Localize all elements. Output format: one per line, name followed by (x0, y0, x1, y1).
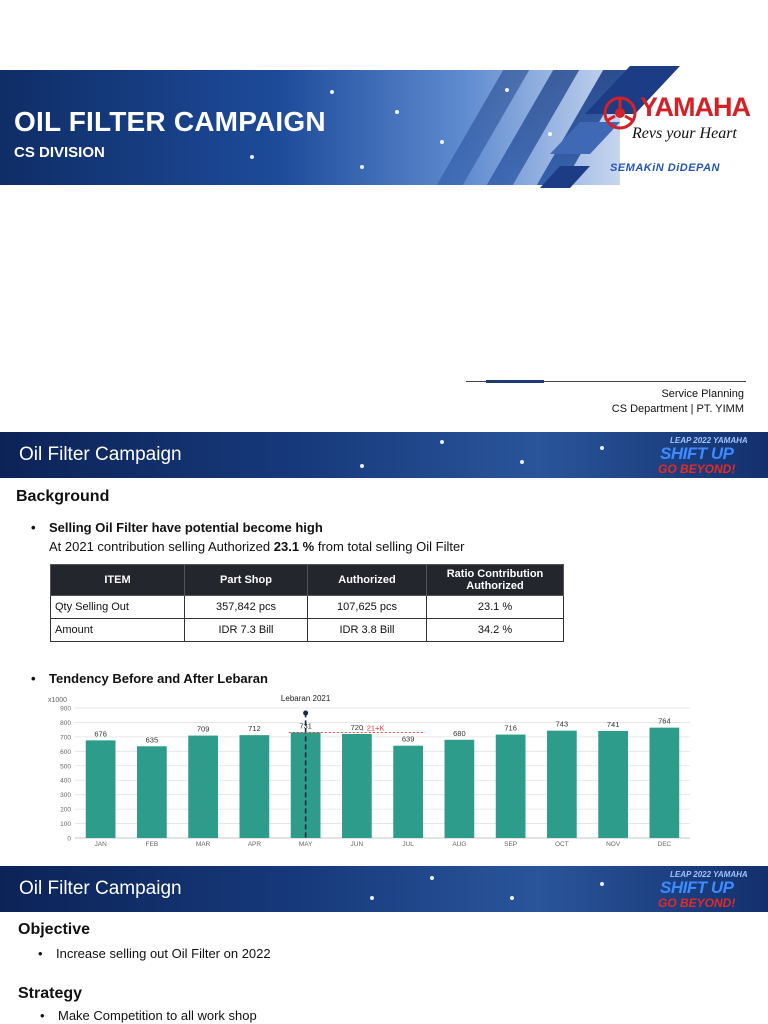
bullet-tendency: • Tendency Before and After Lebaran (49, 671, 268, 686)
bullet-selling-potential: • Selling Oil Filter have potential become high (49, 520, 323, 535)
y-tick-label: 600 (60, 748, 71, 756)
table-cell: Amount (51, 619, 185, 642)
bar (342, 734, 372, 838)
shift-up-badge (656, 870, 764, 910)
table-cell: 107,625 pcs (308, 596, 427, 619)
presentation-subtitle: CS DIVISION (14, 144, 105, 161)
data-label: 716 (504, 723, 517, 733)
bar (598, 731, 628, 838)
x-tick-label: APR (247, 841, 262, 848)
objective-slide (0, 866, 768, 1024)
column-header: Part Shop (185, 565, 308, 596)
x-tick-label: JUN (350, 841, 364, 848)
table-cell: IDR 7.3 Bill (185, 619, 308, 642)
slide-header-title: Oil Filter Campaign (19, 444, 182, 465)
slide-header-bar (0, 432, 768, 478)
x-tick-label: NOV (606, 841, 621, 848)
strategy-item: • Make Competition to all work shop (58, 1008, 257, 1023)
table-header-row (51, 565, 564, 596)
column-header: Authorized (308, 565, 427, 596)
data-label: 676 (94, 729, 107, 739)
data-label: 639 (401, 734, 415, 744)
table-cell: IDR 3.8 Bill (308, 619, 427, 642)
badge-sub-text: GO BEYOND! (658, 462, 736, 476)
y-tick-label: 500 (60, 763, 71, 771)
y-tick-label: 0 (67, 835, 71, 843)
lebaran-annotation: Lebaran 2021 (280, 694, 331, 703)
y-tick-label: 100 (60, 821, 71, 829)
monthly-selling-bar-chart (40, 694, 700, 854)
yamaha-wordmark: YAMAHA (640, 92, 751, 122)
yamaha-tagline: Revs your Heart (632, 125, 737, 142)
data-label: 743 (555, 719, 569, 729)
y-tick-label: 800 (60, 719, 71, 727)
table-row (51, 619, 564, 642)
data-label: 680 (453, 728, 466, 738)
x-tick-label: FEB (145, 841, 159, 848)
bar (393, 746, 423, 838)
y-tick-label: 200 (60, 806, 71, 814)
lebaran-marker-dot (303, 711, 308, 716)
data-label: 635 (145, 735, 159, 745)
x-tick-label: MAR (195, 841, 211, 848)
y-axis-unit-label: x1000 (48, 697, 68, 704)
data-label: 712 (248, 724, 261, 734)
x-tick-label: JAN (94, 841, 107, 848)
slide-header-title: Oil Filter Campaign (19, 878, 182, 899)
data-label: 720 (350, 723, 364, 732)
y-tick-label: 300 (60, 792, 71, 800)
column-header: ITEM (51, 565, 185, 596)
badge-top-text: LEAP 2022 YAMAHA (670, 436, 748, 445)
badge-main-text: SHIFT UP (660, 444, 734, 463)
table-cell: 357,842 pcs (185, 596, 308, 619)
column-header: Ratio Contribution Authorized (427, 565, 564, 596)
x-tick-label: AUG (452, 841, 467, 848)
section-heading-objective: Objective (18, 921, 91, 938)
contribution-text: At 2021 contribution selling Authorized 23.1 % from total selling Oil Filter (49, 539, 465, 554)
bar (188, 736, 218, 838)
shift-up-badge (656, 436, 764, 476)
bar (496, 735, 526, 838)
slide-header-bar (0, 866, 768, 912)
y-tick-label: 400 (60, 777, 71, 785)
x-tick-label: MAY (298, 841, 313, 848)
x-tick-label: SEP (504, 841, 518, 848)
footer-department: CS Department | PT. YIMM (611, 403, 744, 415)
change-label: ↓ 21+K (360, 723, 385, 733)
y-tick-label: 900 (60, 705, 71, 713)
badge-sub-text: GO BEYOND! (658, 896, 736, 910)
bar (86, 740, 116, 838)
x-tick-label: JUL (402, 841, 414, 848)
background-slide (0, 432, 768, 862)
data-label: 764 (658, 716, 671, 726)
title-slide (0, 0, 768, 430)
table-cell: Qty Selling Out (51, 596, 185, 619)
footer-service-planning: Service Planning (661, 388, 744, 400)
y-tick-label: 700 (60, 734, 71, 742)
x-tick-label: DEC (657, 841, 672, 848)
badge-top-text: LEAP 2022 YAMAHA (670, 870, 748, 879)
table-row (51, 596, 564, 619)
badge-main-text: SHIFT UP (660, 878, 734, 897)
selling-table (50, 564, 564, 642)
x-tick-label: OCT (555, 841, 569, 848)
objective-item: • Increase selling out Oil Filter on 2022 (56, 946, 271, 961)
footer-divider-accent (486, 380, 544, 383)
data-label: 731 (299, 721, 312, 731)
table-cell: 23.1 % (427, 596, 564, 619)
table-cell: 34.2 % (427, 619, 564, 642)
bar (240, 735, 270, 838)
data-label: 741 (606, 719, 620, 729)
data-label: 709 (196, 724, 210, 734)
yamaha-slogan: SEMAKiN DiDEPAN (610, 162, 720, 174)
bar (445, 740, 475, 838)
bar (137, 746, 167, 838)
bar (650, 728, 680, 838)
section-heading-background: Background (16, 488, 110, 505)
section-heading-strategy: Strategy (18, 985, 83, 1002)
presentation-title: OIL FILTER CAMPAIGN (14, 106, 326, 137)
bar (547, 731, 577, 838)
